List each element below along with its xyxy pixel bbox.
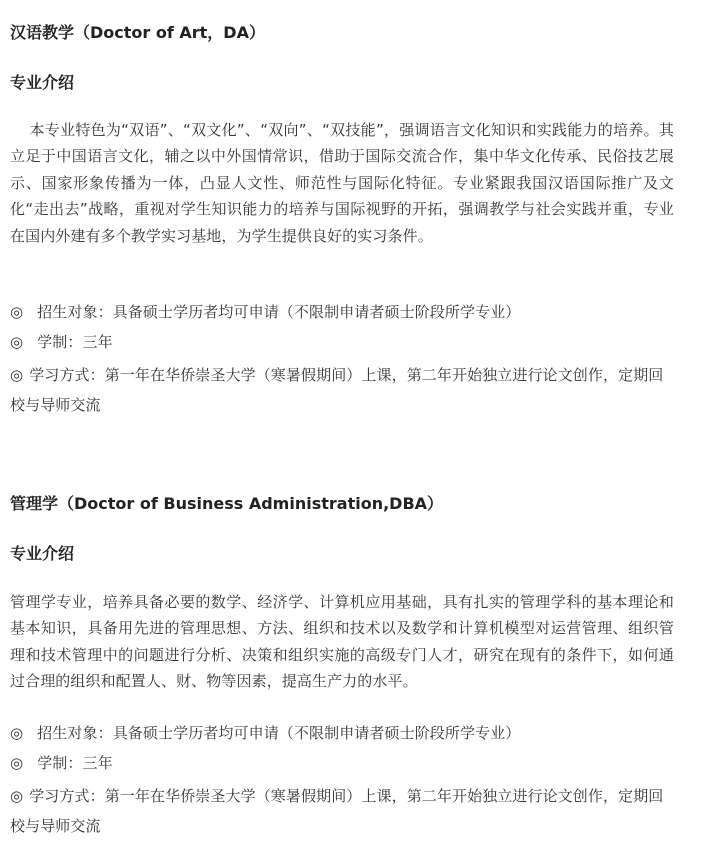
list-item [10, 750, 678, 776]
bullet-icon: ◎ [10, 333, 24, 352]
bullet-icon: ◎ [10, 365, 24, 384]
list-item [10, 299, 678, 325]
list-item-text: 学制：三年 [37, 333, 113, 352]
section-title: 汉语教学（Doctor of Art，DA） [10, 23, 265, 42]
section-subtitle: 专业介绍 [10, 73, 75, 92]
bullet-icon: ◎ [10, 303, 24, 321]
section-subtitle: 专业介绍 [10, 544, 75, 563]
section-paragraph: 本专业特色为“双语”、“双文化”、“双向”、“双技能”，强调语言文化知识和实践能力的培养。其立足于中国语言文化，辅之以中外国情常识，借助于国际交流合作，集中华文化传承、民俗技艺展示、国家形象传播为一体，凸显人文性、师范性与国际化特征。专业紧跟我国汉语国际推广及文化“走出去”战略，重视对学生知识能力的培养与国际视野的开拓，强调教学与社会实践并重，专业在国内外建有多个教学实习基地，为学生提供良好的实习条件。 [10, 121, 674, 245]
list-item-text: 招生对象：具备硕士学历者均可申请（不限制申请者硕士阶段所学专业） [37, 303, 521, 321]
bullet-icon: ◎ [10, 754, 24, 773]
list-item [10, 720, 678, 746]
list-item [10, 781, 678, 841]
bullet-icon: ◎ [10, 786, 24, 805]
list-item-text: 招生对象：具备硕士学历者均可申请（不限制申请者硕士阶段所学专业） [37, 724, 521, 742]
list-item-text: 学习方式：第一年在华侨崇圣大学（寒暑假期间）上课，第二年开始独立进行论文创作，定期回校与导师交流 [10, 786, 664, 835]
list-item-text: 学习方式：第一年在华侨崇圣大学（寒暑假期间）上课，第二年开始独立进行论文创作，定期回校与导师交流 [10, 365, 664, 414]
info-list [10, 720, 678, 841]
info-list [10, 299, 678, 420]
list-item [10, 360, 678, 420]
list-item [10, 329, 678, 355]
section-paragraph: 管理学专业，培养具备必要的数学、经济学、计算机应用基础，具有扎实的管理学科的基本理论和基本知识，具备用先进的管理思想、方法、组织和技术以及数学和计算机模型对运营管理、组织管理和技术管理中的问题进行分析、决策和组织实施的高级专门人才，研究在现有的条件下，如何通过合理的组织和配置人、财、物等因素，提高生产力的水平。 [10, 593, 674, 691]
bullet-icon: ◎ [10, 724, 24, 742]
list-item-text: 学制：三年 [37, 754, 113, 773]
section-title: 管理学（Doctor of Business Administration,DBA） [10, 494, 444, 513]
